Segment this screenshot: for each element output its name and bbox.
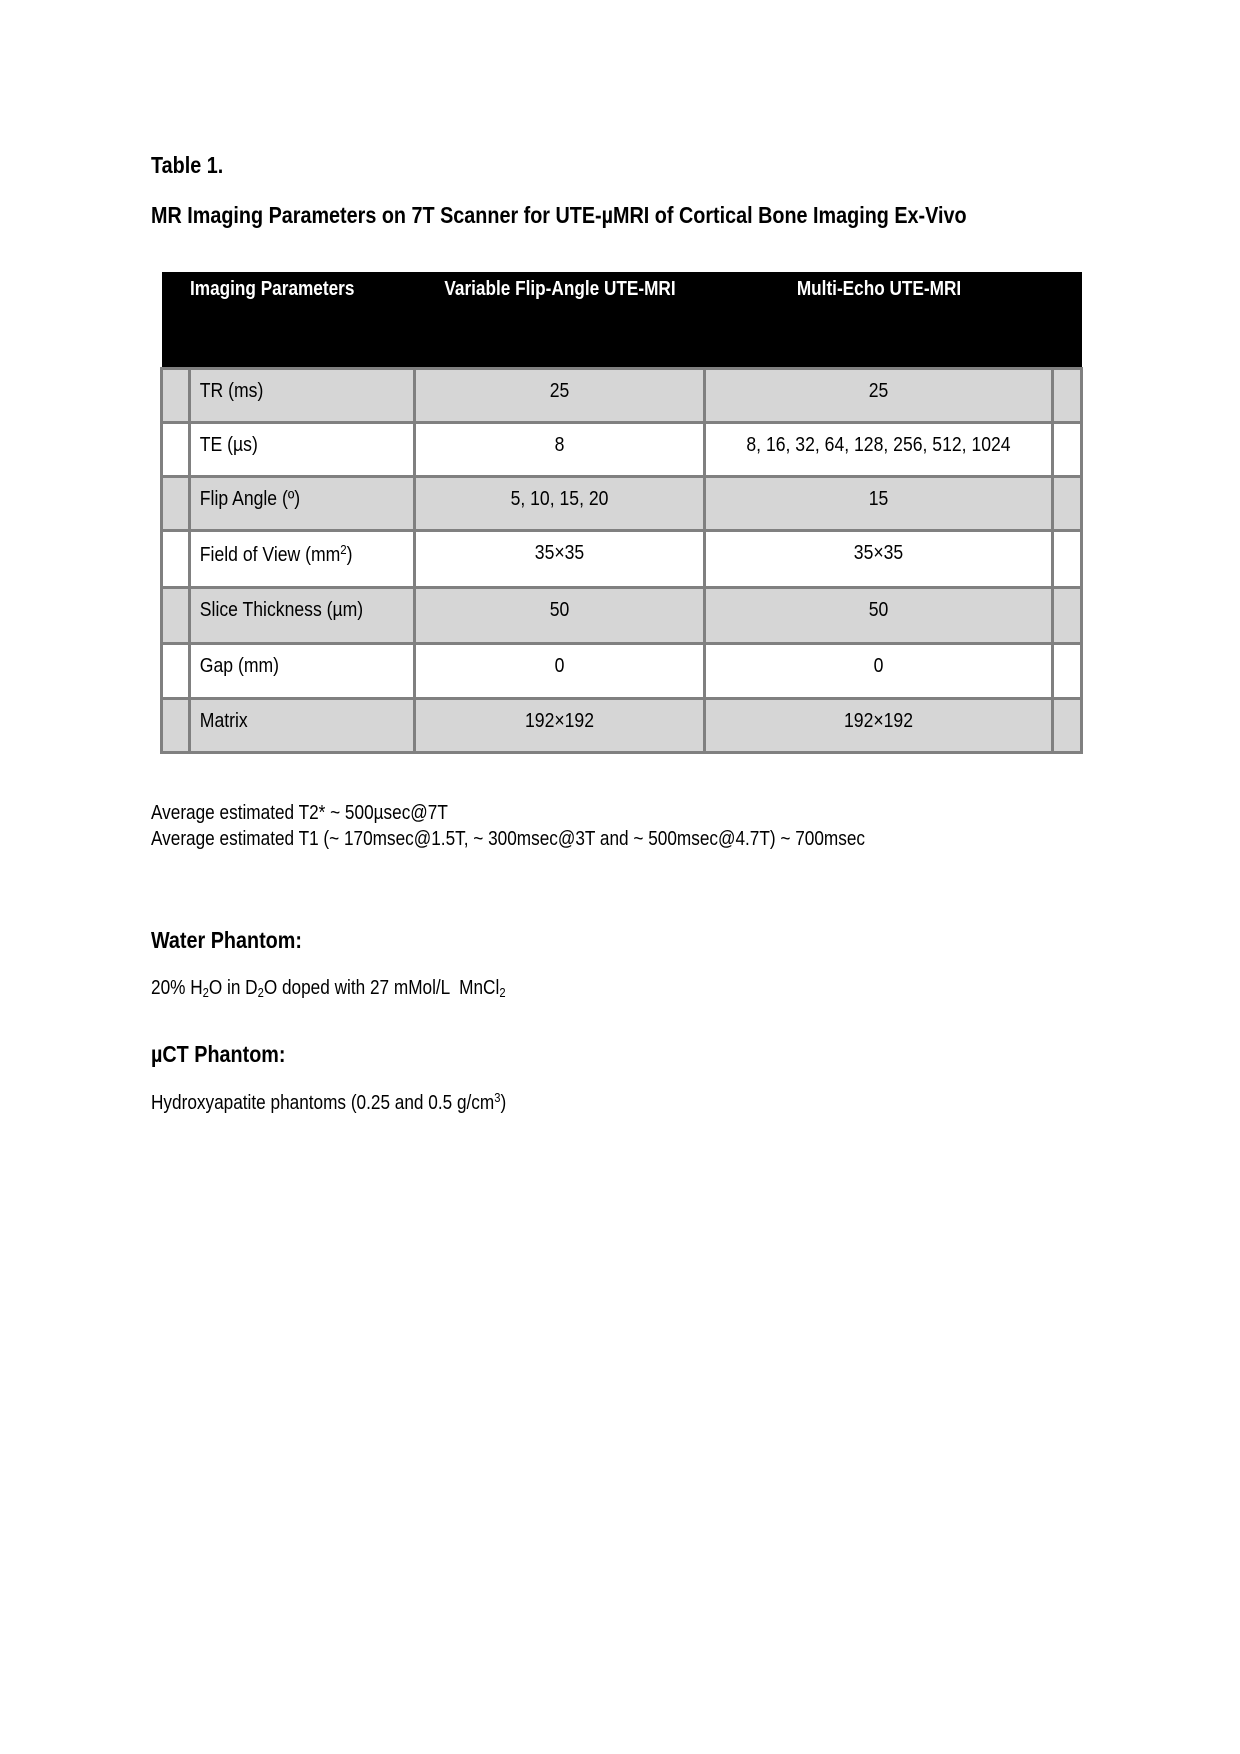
me-cell: [705, 644, 1053, 699]
water-phantom-heading: Water Phantom:: [151, 927, 302, 953]
param-cell: [190, 369, 415, 423]
me-cell: [705, 477, 1053, 531]
me-cell: [705, 423, 1053, 477]
text-part: ): [500, 1092, 507, 1114]
vfa-cell: [415, 477, 705, 531]
t1-note: Average estimated T1 (~ 170msec@1.5T, ~ 300msec@3T and ~ 500msec@4.7T) ~ 700msec: [151, 828, 866, 850]
me-cell: [705, 369, 1053, 423]
param-cell: [190, 699, 415, 753]
table-row: [162, 588, 1082, 644]
spacer-cell: [162, 531, 190, 588]
spacer-cell: [1053, 423, 1082, 477]
vfa-cell: [415, 423, 705, 477]
spacer-cell: [1053, 531, 1082, 588]
vfa-cell: [415, 369, 705, 423]
header-multi-echo: [705, 272, 1053, 369]
t2-star-note: Average estimated T2* ~ 500µsec@7T: [151, 802, 448, 824]
spacer-cell: [162, 477, 190, 531]
table-header-row: [162, 272, 1082, 369]
spacer-cell: [1053, 588, 1082, 644]
param-cell: [190, 644, 415, 699]
param-cell: [190, 423, 415, 477]
param-label-base: Field of View (mm: [199, 544, 341, 566]
table-caption: Table 1.: [151, 152, 224, 178]
param-label: Gap (mm): [199, 655, 279, 677]
table-row: [162, 531, 1082, 588]
param-label-end: ): [346, 544, 353, 566]
param-label: Matrix: [199, 710, 248, 732]
vfa-value: 5, 10, 15, 20: [510, 488, 609, 510]
header-imaging-parameters: [190, 272, 415, 369]
param-cell: [190, 531, 415, 588]
subscript: 2: [499, 985, 506, 1000]
table-row: [162, 369, 1082, 423]
subscript: 2: [202, 985, 209, 1000]
me-cell: [705, 699, 1053, 753]
vfa-cell: [415, 531, 705, 588]
superscript: 3: [494, 1090, 501, 1105]
spacer-cell: [162, 644, 190, 699]
param-label: [191, 532, 386, 567]
me-value: 0: [873, 655, 884, 677]
me-value: 25: [868, 380, 889, 402]
header-spacer-left: [162, 272, 190, 369]
table-row: [162, 477, 1082, 531]
spacer-cell: [1053, 369, 1082, 423]
vfa-value: 0: [554, 655, 565, 677]
spacer-cell: [162, 423, 190, 477]
vfa-value: 50: [549, 599, 570, 621]
text-part: O in D: [208, 977, 258, 999]
text-part: Hydroxyapatite phantoms (0.25 and 0.5 g/cm: [151, 1092, 495, 1114]
param-label: Flip Angle (º): [199, 488, 301, 510]
table-row: [162, 644, 1082, 699]
table-row: [162, 423, 1082, 477]
water-phantom-description: [151, 977, 506, 1000]
me-cell: [705, 531, 1053, 588]
param-label: Slice Thickness (µm): [199, 599, 364, 621]
param-label-superscript: 2: [340, 542, 347, 557]
param-label: TE (µs): [199, 434, 258, 456]
vfa-cell: [415, 588, 705, 644]
uct-phantom-heading: µCT Phantom:: [151, 1041, 286, 1067]
me-value: 35×35: [853, 542, 904, 564]
me-value: 15: [868, 488, 889, 510]
vfa-cell: [415, 644, 705, 699]
header-label: Imaging Parameters: [189, 278, 354, 300]
me-value: 8, 16, 32, 64, 128, 256, 512, 1024: [746, 434, 1011, 456]
spacer-cell: [162, 369, 190, 423]
param-cell: [190, 477, 415, 531]
param-label: TR (ms): [199, 380, 264, 402]
table-title: MR Imaging Parameters on 7T Scanner for UTE-µMRI of Cortical Bone Imaging Ex-Vivo: [151, 202, 967, 228]
vfa-value: 35×35: [534, 542, 585, 564]
param-cell: [190, 588, 415, 644]
header-spacer-right: [1053, 272, 1082, 369]
vfa-value: 192×192: [524, 710, 594, 732]
vfa-cell: [415, 699, 705, 753]
spacer-cell: [162, 588, 190, 644]
me-value: 192×192: [843, 710, 913, 732]
header-variable-flip-angle: [415, 272, 705, 369]
uct-phantom-description: [151, 1090, 506, 1115]
spacer-cell: [1053, 699, 1082, 753]
header-label: Variable Flip-Angle UTE-MRI: [443, 278, 676, 300]
spacer-cell: [162, 699, 190, 753]
subscript: 2: [257, 985, 264, 1000]
text-part: 20% H: [151, 977, 203, 999]
header-label: Multi-Echo UTE-MRI: [796, 278, 961, 300]
me-value: 50: [868, 599, 889, 621]
spacer-cell: [1053, 644, 1082, 699]
notes-block: [151, 800, 865, 852]
imaging-parameters-table: [160, 272, 1083, 754]
me-cell: [705, 588, 1053, 644]
vfa-value: 25: [549, 380, 570, 402]
spacer-cell: [1053, 477, 1082, 531]
table-row: [162, 699, 1082, 753]
text-part: O doped with 27 mMol/L MnCl: [263, 977, 500, 999]
vfa-value: 8: [554, 434, 565, 456]
